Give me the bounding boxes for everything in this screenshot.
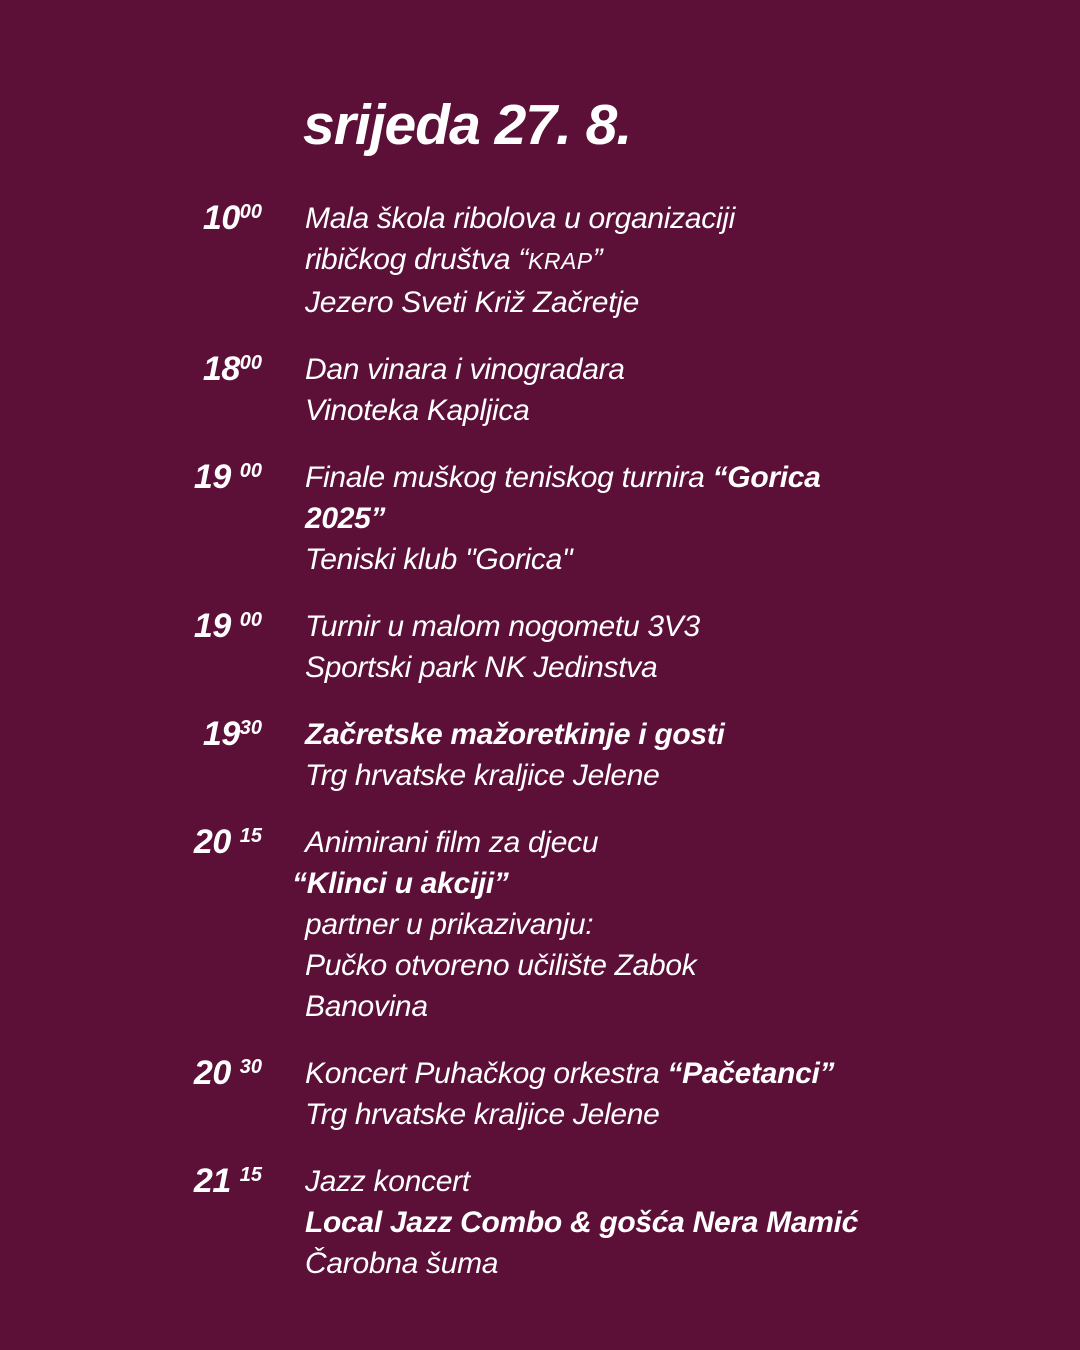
event-text-bold: “Klinci u akciji” <box>292 867 509 900</box>
event-location <box>305 1243 858 1284</box>
event-row <box>0 198 1080 323</box>
event-description <box>305 1161 858 1284</box>
event-text-bold: “Pačetanci” <box>667 1057 835 1090</box>
event-text: Čarobna šuma <box>305 1247 499 1280</box>
event-description <box>305 606 700 688</box>
event-time-minutes: 30 <box>239 717 262 739</box>
event-description <box>305 457 821 580</box>
event-text: Banovina <box>305 990 428 1023</box>
event-description <box>305 198 735 323</box>
event-line <box>305 1202 858 1243</box>
event-row <box>0 349 1080 431</box>
event-time-minutes: 00 <box>239 352 262 374</box>
event-description <box>305 714 725 796</box>
event-time-minutes: 00 <box>239 609 262 631</box>
event-line <box>305 986 697 1027</box>
event-location <box>305 755 725 796</box>
event-row <box>0 606 1080 688</box>
event-text-bold: 2025” <box>305 502 386 535</box>
event-location <box>305 647 700 688</box>
event-line <box>305 1053 834 1094</box>
event-time-hour: 10 <box>202 199 240 237</box>
event-text: ribičkog društva “ <box>305 243 529 276</box>
event-text: Animirani film za djecu <box>305 826 599 859</box>
event-text: Mala škola ribolova u organizaciji <box>305 202 736 235</box>
event-text-bold: Local Jazz Combo & gošća Nera Mamić <box>305 1206 858 1239</box>
event-time-hour: 19 <box>193 458 231 496</box>
event-location <box>305 1094 834 1135</box>
event-line <box>305 822 697 863</box>
event-description <box>305 349 625 431</box>
event-time-minutes: 15 <box>239 1164 262 1186</box>
event-time-minutes: 15 <box>239 825 262 847</box>
event-text: Trg hrvatske kraljice Jelene <box>305 1098 660 1131</box>
event-text: Jazz koncert <box>305 1165 470 1198</box>
event-time-hour: 19 <box>202 715 240 753</box>
event-time <box>0 714 262 760</box>
event-location <box>305 390 625 431</box>
page-title: srijeda 27. 8. <box>303 93 632 157</box>
event-location <box>305 282 735 323</box>
event-row <box>0 822 1080 1027</box>
event-line <box>305 457 821 498</box>
event-time-hour: 20 <box>193 1054 231 1092</box>
event-time-minutes: 00 <box>239 460 262 482</box>
event-time <box>0 822 262 868</box>
event-text: Trg hrvatske kraljice Jelene <box>305 759 660 792</box>
event-line <box>305 714 725 755</box>
event-time-minutes: 30 <box>239 1056 262 1078</box>
event-description <box>292 822 697 1027</box>
event-description <box>305 1053 834 1135</box>
event-time <box>0 457 262 503</box>
event-list <box>0 198 1080 1284</box>
event-text: Vinoteka Kapljica <box>305 394 530 427</box>
event-line <box>305 498 821 539</box>
event-text: Dan vinara i vinogradara <box>305 353 625 386</box>
event-line <box>305 198 735 239</box>
event-line <box>292 863 697 904</box>
event-row <box>0 1053 1080 1135</box>
event-location <box>305 539 821 580</box>
event-line <box>305 904 697 945</box>
event-time <box>0 1161 262 1207</box>
event-text: Jezero Sveti Križ Začretje <box>305 286 639 319</box>
event-text: ” <box>592 243 603 276</box>
event-line <box>305 606 700 647</box>
event-text: partner u prikazivanju: <box>305 908 594 941</box>
event-text: Pučko otvoreno učilište Zabok <box>305 949 697 982</box>
event-text-bold: “Gorica <box>712 461 821 494</box>
event-time <box>0 349 262 395</box>
event-text: Turnir u malom nogometu 3V3 <box>305 610 700 643</box>
event-time-hour: 19 <box>193 607 231 645</box>
event-line <box>305 1161 858 1202</box>
event-text-bold: Začretske mažoretkinje i gosti <box>305 718 725 751</box>
event-text-smallcaps: KRAP <box>528 248 593 274</box>
event-time <box>0 198 262 244</box>
event-time-hour: 21 <box>193 1162 231 1200</box>
event-time-minutes: 00 <box>239 201 262 223</box>
event-time-hour: 20 <box>193 823 231 861</box>
event-time <box>0 606 262 652</box>
event-line <box>305 349 625 390</box>
event-row <box>0 714 1080 796</box>
event-row <box>0 1161 1080 1284</box>
event-row <box>0 457 1080 580</box>
event-line <box>305 239 735 282</box>
event-time-hour: 18 <box>202 350 240 388</box>
event-line <box>305 945 697 986</box>
event-time <box>0 1053 262 1099</box>
event-text: Koncert Puhačkog orkestra <box>305 1057 668 1090</box>
event-text: Sportski park NK Jedinstva <box>305 651 658 684</box>
event-text: Finale muškog teniskog turnira <box>305 461 713 494</box>
event-text: Teniski klub "Gorica" <box>305 543 573 576</box>
